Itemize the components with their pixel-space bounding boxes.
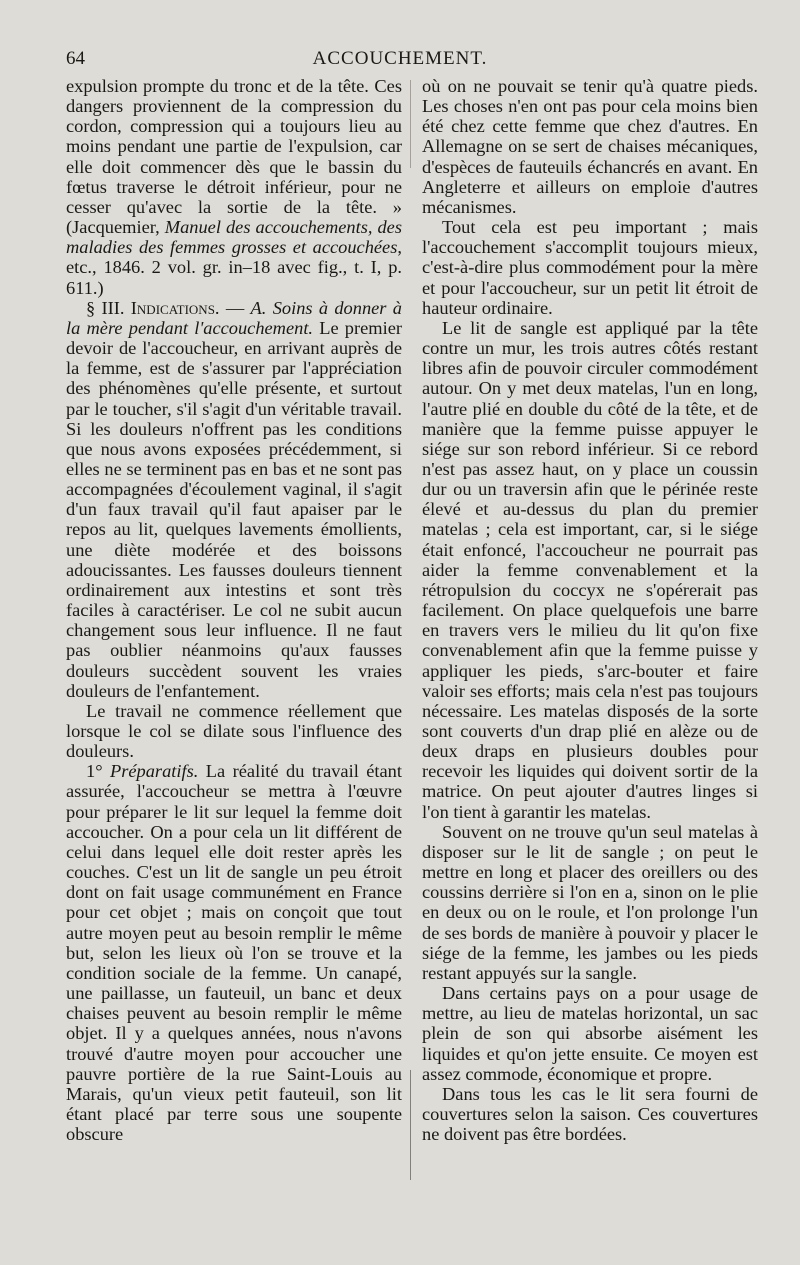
section-heading: Indications.: [130, 297, 220, 318]
paragraph: [66, 76, 402, 298]
paragraph: [66, 761, 402, 1144]
left-column: [66, 76, 402, 1144]
text-run: Le premier devoir de l'accoucheur, en arrivant auprès de la femme, est de s'assurer par l'appréciation des phénomènes qu'elle présente, et surtout par le toucher, s'il s'agit d'un véritable travail. Si les douleurs n'offrent pas les conditions que nous avons exposées précédemment, si elles ne se terminent pas en bas et ne sont pas accompagnées d'écoulement vaginal, il s'agit d'un faux travail qu'il faut apaiser par le repos au lit, quelques lavements émollients, une diète modérée et des boissons adoucissantes. Les fausses douleurs tiennent ordinairement aux intestins et sont très faciles à caractériser. Le col ne subit aucun changement sous leur influence. Il ne faut pas oublier néanmoins qu'aux fausses douleurs succèdent souvent les vraies douleurs de l'enfantement.: [66, 317, 402, 701]
text-run: —: [219, 297, 251, 318]
text-run: La réalité du travail étant assurée, l'accoucheur se mettra à l'œuvre pour préparer le lit sur lequel la femme doit accoucher. On a pour cela un lit différent de celui dans lequel elle doit rester après les couches. C'est un lit de sangle un peu étroit dont on fait usage communément en France pour cet objet ; mais on conçoit que tout autre moyen peut au besoin remplir le même but, selon les lieux où l'on se trouve et la condition sociale de la femme. Un canapé, une paillasse, un fauteuil, un banc et deux chaises peuvent au besoin remplir le même objet. Il y a quelques années, nous n'avons trouvé d'autre moyen pour accoucher une pauvre portière de la rue Saint-Louis au Marais, qu'un vieux petit fauteuil, son lit étant placé par terre sous une soupente obscure: [66, 761, 402, 1145]
item-heading: Préparatifs.: [109, 761, 199, 782]
paragraph: Tout cela est peu important ; mais l'accouchement s'accomplit toujours mieux, c'est-à-dire plus commodément pour la mère et pour l'accoucheur, sur un petit lit étroit de hauteur ordinaire.: [422, 217, 758, 318]
text-run: expulsion prompte du tronc et de la tête. Ces dangers proviennent de la compression du cordon, compression qui a toujours lieu au moins pendant une partie de l'expulsion, car elle doit commencer dès que le bassin du fœtus traverse le détroit inférieur, pour ne cesser qu'avec la sortie de la tête. » (Jacquemier,: [66, 76, 402, 238]
citation-title: Manuel des accouchements, des maladies des femmes grosses et accouchées: [66, 217, 403, 258]
column-divider: [410, 80, 411, 1180]
running-title: ACCOUCHEMENT.: [312, 48, 488, 69]
paragraph: Dans certains pays on a pour usage de mettre, au lieu de matelas horizontal, un sac plein de son qui absorbe aisément les liquides et qu'on jette ensuite. Ce moyen est assez commode, économique et propre.: [422, 983, 758, 1084]
section-paragraph: [66, 298, 402, 701]
section-number: § III.: [86, 297, 131, 318]
paragraph: Dans tous les cas le lit sera fourni de couvertures selon la saison. Ces couvertures ne doivent pas être bordées.: [422, 1083, 758, 1145]
text-run: , etc., 1846. 2 vol. gr. in–18 avec fig., t. I, p. 611.): [66, 237, 402, 298]
paragraph: Le travail ne commence réellement que lorsque le col se dilate sous l'influence des douleurs.: [66, 700, 402, 762]
paragraph: Souvent on ne trouve qu'un seul matelas à disposer sur le lit de sangle ; on peut le mettre en long et placer des oreillers ou des coussins derrière si l'on en a, sinon on le plie en deux ou on le roule, et l'on prolonge l'un de ses bords de manière à pouvoir y placer le siége de la femme, les jambes ou les pieds restant appuyés sur la sangle.: [422, 821, 758, 983]
right-column: [422, 76, 758, 1144]
item-number: 1°: [86, 761, 110, 782]
page-number: 64: [66, 48, 85, 69]
paragraph: où on ne pouvait se tenir qu'à quatre pieds. Les choses n'en ont pas pour cela moins bien été chez cette femme que chez d'autres. En Allemagne on se sert de chaises mécaniques, d'espèces de fauteuils échancrés en avant. En Angleterre et ailleurs on emploie d'autres mécanismes.: [422, 76, 758, 217]
subsection-heading: A. Soins à donner à la mère pendant l'accouchement.: [66, 297, 402, 338]
paragraph: Le lit de sangle est appliqué par la tête contre un mur, les trois autres côtés restant libres afin de pouvoir circuler commodément autour. On y met deux matelas, l'un en long, l'autre plié en double du côté de la tête, et de manière que la femme puisse appuyer le siége sur son rebord inférieur. Si ce rebord n'est pas assez haut, on y place un coussin dur ou un traversin afin que le périnée reste élevé et au-dessus du plan du premier matelas ; cela est important, car, si le siége était enfoncé, l'accoucheur ne pourrait pas aider la femme convenablement et la rétropulsion du coccyx ne s'opérerait pas facilement. On place quelquefois une barre en travers vers le milieu du lit qu'on fixe convenablement afin que la femme puisse y appliquer les pieds, s'arc-bouter et faire valoir ses efforts; mais cela n'est pas toujours nécessaire. Les matelas disposés de la sorte sont couverts d'un drap plié en alèze ou de deux draps en plusieurs doubles pour recevoir les liquides qui doivent sortir de la matrice. On peut ajouter d'autres linges si l'on tient à garantir les matelas.: [422, 317, 758, 822]
